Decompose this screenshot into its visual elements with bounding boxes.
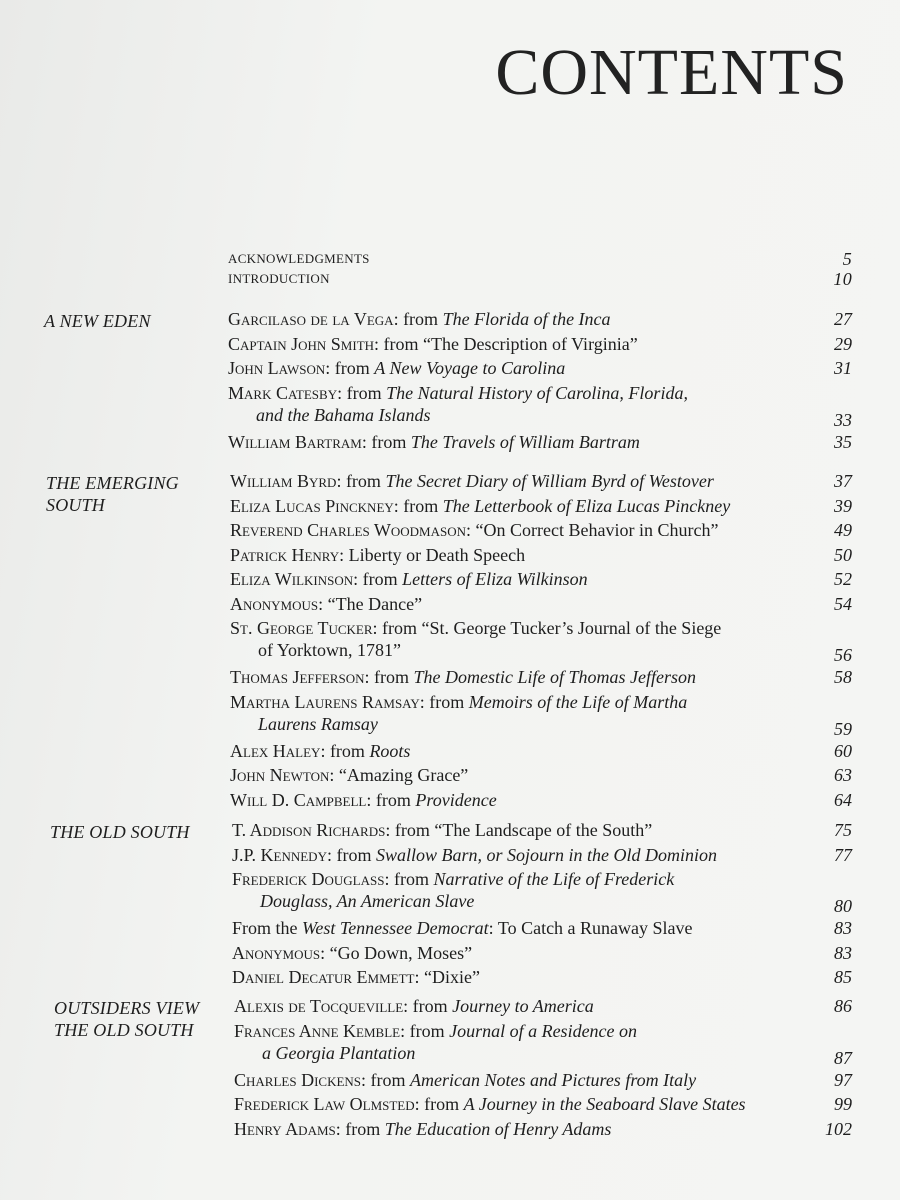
toc-entry-work-title: Narrative of the Life of Frederick (433, 869, 675, 889)
toc-entry-author: Patrick Henry (230, 544, 340, 565)
toc-entry-text-part: : from (364, 667, 414, 687)
toc-entry-text (228, 357, 852, 379)
toc-page-number: 39 (834, 495, 852, 516)
toc-entry-work-title: West Tennessee Democrat (302, 918, 489, 938)
toc-entry (230, 764, 852, 786)
toc-entry-continuation: of Yorktown, 1781” (258, 640, 402, 660)
toc-section-heading (44, 310, 151, 332)
toc-page-number: 59 (834, 718, 852, 739)
toc-entry-continuation: Laurens Ramsay (258, 713, 378, 734)
toc-entry-text (230, 691, 852, 713)
toc-entry-text (230, 519, 852, 541)
toc-entry-text (232, 942, 852, 964)
toc-entry-work-title: The Florida of the Inca (442, 309, 611, 329)
toc-entry (230, 666, 852, 688)
toc-entry (228, 308, 852, 330)
toc-entry-text (234, 1020, 852, 1042)
toc-entry (234, 1118, 852, 1140)
toc-entry (230, 593, 852, 615)
toc-page-number: 77 (834, 844, 852, 865)
toc-entry-text-part: From the (232, 918, 302, 938)
toc-entry (230, 789, 852, 811)
toc-entry-text-part: : from (361, 431, 411, 452)
toc-page-number: 56 (834, 645, 852, 665)
toc-entry-work-title: Swallow Barn, or Sojourn in the Old Dominion (375, 844, 717, 865)
toc-entry (232, 868, 852, 917)
toc-entry-author: William Byrd (230, 471, 337, 491)
toc-entry-text (230, 544, 852, 566)
toc-entry (232, 966, 852, 988)
toc-entry-text-part: : from (419, 691, 469, 712)
toc-page-number: 80 (834, 896, 852, 916)
toc-entry-author: Eliza Wilkinson (230, 569, 354, 589)
toc-entry-text-part: : from “The Landscape of the South” (385, 820, 653, 840)
toc-page-number: 97 (834, 1069, 852, 1090)
toc-entry-text (230, 568, 852, 590)
toc-entry-author: John Newton (230, 765, 330, 785)
toc-entry-author: St. George Tucker (230, 618, 373, 638)
toc-entry (230, 568, 852, 590)
toc-entry-text (232, 868, 852, 890)
toc-entry (234, 1093, 852, 1115)
toc-page-number: 60 (834, 740, 852, 761)
toc-entry-text (230, 617, 852, 639)
toc-entry-text (230, 495, 852, 517)
toc-entry-text-part: : from (335, 1118, 385, 1139)
toc-entry-work-title: Roots (369, 740, 411, 761)
toc-entry-author: Anonymous (230, 593, 319, 614)
toc-entry-text-part: : from (337, 382, 387, 403)
toc-front-matter-label: INTRODUCTION (228, 271, 330, 286)
toc-entry-text-part: : from “The Description of Virginia” (374, 333, 638, 354)
toc-entry-author: Frederick Douglass (232, 869, 385, 889)
toc-page-number: 35 (834, 431, 852, 452)
toc-entry-author: Reverend Charles Woodmason (230, 520, 467, 540)
toc-page-number: 52 (834, 569, 852, 589)
toc-entry-text (234, 1069, 852, 1091)
toc-entry-text-part: : from (325, 358, 375, 378)
toc-entry-continuation: Douglass, An American Slave (260, 891, 475, 911)
toc-entry-text (228, 382, 852, 404)
toc-entry-text (232, 966, 852, 988)
toc-page-number: 33 (834, 409, 852, 430)
toc-section-heading (50, 821, 190, 843)
toc-entry-author: Frances Anne Kemble (234, 1020, 401, 1041)
toc-entry (234, 995, 852, 1017)
toc-entry (232, 917, 852, 939)
toc-entry-text-part: : from (400, 1020, 450, 1041)
toc-entry-text (234, 1093, 852, 1115)
toc-entry-work-title: Memoirs of the Life of Martha (468, 691, 688, 712)
toc-entry-work-title: American Notes and Pictures from Italy (410, 1069, 697, 1090)
toc-entry-text (234, 1118, 852, 1140)
toc-entry-author: Eliza Lucas Pinckney (230, 495, 394, 516)
toc-entry-text-part: : from (320, 740, 370, 761)
toc-entry-author: Thomas Jefferson (230, 667, 365, 687)
toc-entry-author: Anonymous (232, 942, 321, 963)
toc-entry-text-part: : from (393, 495, 443, 516)
toc-entry-text-part: : from (414, 1094, 464, 1114)
toc-page-number: 31 (834, 358, 852, 378)
toc-entry-work-title: The Letterbook of Eliza Lucas Pinckney (442, 495, 731, 516)
toc-entry (232, 942, 852, 964)
toc-front-matter-label: ACKNOWLEDGMENTS (228, 251, 370, 266)
toc-entry-text (232, 917, 852, 939)
toc-entry-author: Daniel Decatur Emmett (232, 967, 415, 987)
toc-entry-text-part: : from (336, 471, 386, 491)
toc-entry-work-title: The Domestic Life of Thomas Jefferson (413, 667, 696, 687)
toc-entry-author: Mark Catesby (228, 382, 338, 403)
toc-front-matter-row (228, 248, 852, 270)
toc-entry-text-part: : “Go Down, Moses” (320, 942, 473, 963)
toc-entry (232, 844, 852, 866)
toc-page-number: 87 (834, 1047, 852, 1068)
toc-entry (230, 740, 852, 762)
toc-entry-author: John Lawson (228, 358, 326, 378)
toc-entry-text (230, 666, 852, 688)
toc-entry-continuation: a Georgia Plantation (262, 1042, 416, 1063)
toc-page-number: 64 (834, 789, 852, 810)
toc-entry-work-title: The Education of Henry Adams (384, 1118, 612, 1139)
toc-entry-text-part: : from “St. George Tucker’s Journal of the Siege (372, 618, 722, 638)
toc-front-matter-row (228, 268, 852, 290)
toc-entry-author: Alex Haley (230, 740, 321, 761)
toc-entry-text (230, 789, 852, 811)
toc-page-number: 83 (834, 918, 852, 938)
page-title: CONTENTS (495, 36, 848, 109)
toc-entry-author: Alexis de Tocqueville (234, 996, 404, 1016)
toc-entry-author: Frederick Law Olmsted (234, 1094, 415, 1114)
toc-page-number: 102 (825, 1118, 852, 1139)
toc-entry-work-title: The Natural History of Carolina, Florida, (386, 382, 688, 403)
toc-entry-work-title: The Travels of William Bartram (410, 431, 640, 452)
toc-section-heading (54, 997, 199, 1041)
toc-entry (228, 431, 852, 453)
toc-entry-text-part: : from (366, 789, 416, 810)
toc-entry-text-part: : “Amazing Grace” (329, 765, 469, 785)
toc-entry-text (234, 995, 852, 1017)
toc-entry-work-title: The Secret Diary of William Byrd of Westover (385, 471, 714, 491)
toc-entry (230, 495, 852, 517)
toc-entry-text (228, 333, 852, 355)
toc-entry-text (230, 740, 852, 762)
toc-entry-work-title: A Journey in the Seaboard Slave States (463, 1094, 746, 1114)
toc-entry-author: Henry Adams (234, 1118, 336, 1139)
toc-entry-text-part: : from (353, 569, 403, 589)
toc-entry-text (232, 819, 852, 841)
toc-entry (230, 691, 852, 740)
toc-entry (232, 819, 852, 841)
toc-entry-author: William Bartram (228, 431, 362, 452)
toc-entry-text-part: : To Catch a Runaway Slave (488, 918, 693, 938)
toc-entry (230, 617, 852, 666)
toc-entry-work-title: A New Voyage to Carolina (374, 358, 566, 378)
toc-entry (230, 519, 852, 541)
toc-page-number: 10 (833, 269, 852, 289)
toc-entry-text-part: : “Dixie” (414, 967, 480, 987)
toc-page-number: 50 (834, 544, 852, 565)
toc-page-number: 86 (834, 996, 852, 1016)
toc-entry-text (230, 470, 852, 492)
toc-entry-author: Garcilaso de la Vega (228, 309, 394, 329)
toc-section-heading-line: THE OLD SOUTH (54, 1020, 194, 1040)
toc-page-number: 29 (834, 333, 852, 354)
toc-entry (230, 544, 852, 566)
toc-entry-work-title: Providence (415, 789, 497, 810)
toc-entry-text-part: : from (384, 869, 434, 889)
toc-page-number: 85 (834, 967, 852, 987)
toc-section-heading (46, 472, 179, 516)
toc-entry-author: Will D. Campbell (230, 789, 367, 810)
toc-entry (228, 333, 852, 355)
toc-page-number: 5 (842, 249, 852, 269)
toc-entry-text-part: : from (326, 844, 376, 865)
toc-entry-text-part: : from (393, 309, 443, 329)
toc-entry-text-part: : from (403, 996, 453, 1016)
toc-entry-text-part: : from (361, 1069, 411, 1090)
toc-entry (234, 1020, 852, 1069)
toc-page-number: 37 (834, 471, 852, 491)
toc-page-number: 49 (834, 520, 852, 540)
toc-entry-continuation: and the Bahama Islands (256, 404, 431, 425)
toc-section-heading-line: A NEW EDEN (44, 311, 151, 331)
toc-entry-text (230, 764, 852, 786)
toc-section-heading-line: THE EMERGING (46, 473, 179, 493)
toc-section-heading-line: THE OLD SOUTH (50, 822, 190, 842)
toc-page-number: 99 (834, 1094, 852, 1114)
toc-entry-text (230, 593, 852, 615)
toc-entry-text-part: : “On Correct Behavior in Church” (466, 520, 719, 540)
toc-page-number: 75 (834, 820, 852, 840)
toc-entry (228, 357, 852, 379)
toc-entry-text (228, 431, 852, 453)
toc-entry-author: J.P. Kennedy (232, 844, 327, 865)
toc-page-number: 27 (834, 309, 852, 329)
toc-entry-author: Martha Laurens Ramsay (230, 691, 420, 712)
toc-page-number: 63 (834, 765, 852, 785)
toc-entry-work-title: Journal of a Residence on (449, 1020, 638, 1041)
toc-entry (234, 1069, 852, 1091)
toc-entry (228, 382, 852, 431)
toc-entry (230, 470, 852, 492)
toc-entry-work-title: Letters of Eliza Wilkinson (402, 569, 588, 589)
toc-page-number: 54 (834, 593, 852, 614)
toc-page-number: 58 (834, 667, 852, 687)
toc-entry-author: Captain John Smith (228, 333, 375, 354)
toc-entry-text (232, 844, 852, 866)
toc-entry-text (228, 308, 852, 330)
toc-entry-text-part: : “The Dance” (318, 593, 423, 614)
toc-section-heading-line: SOUTH (46, 495, 106, 515)
toc-page-number: 83 (834, 942, 852, 963)
toc-entry-author: T. Addison Richards (232, 820, 386, 840)
toc-entry-text-part: : Liberty or Death Speech (339, 544, 526, 565)
toc-entry-work-title: Journey to America (452, 996, 594, 1016)
toc-entry-author: Charles Dickens (234, 1069, 362, 1090)
toc-section-heading-line: OUTSIDERS VIEW (54, 998, 200, 1018)
